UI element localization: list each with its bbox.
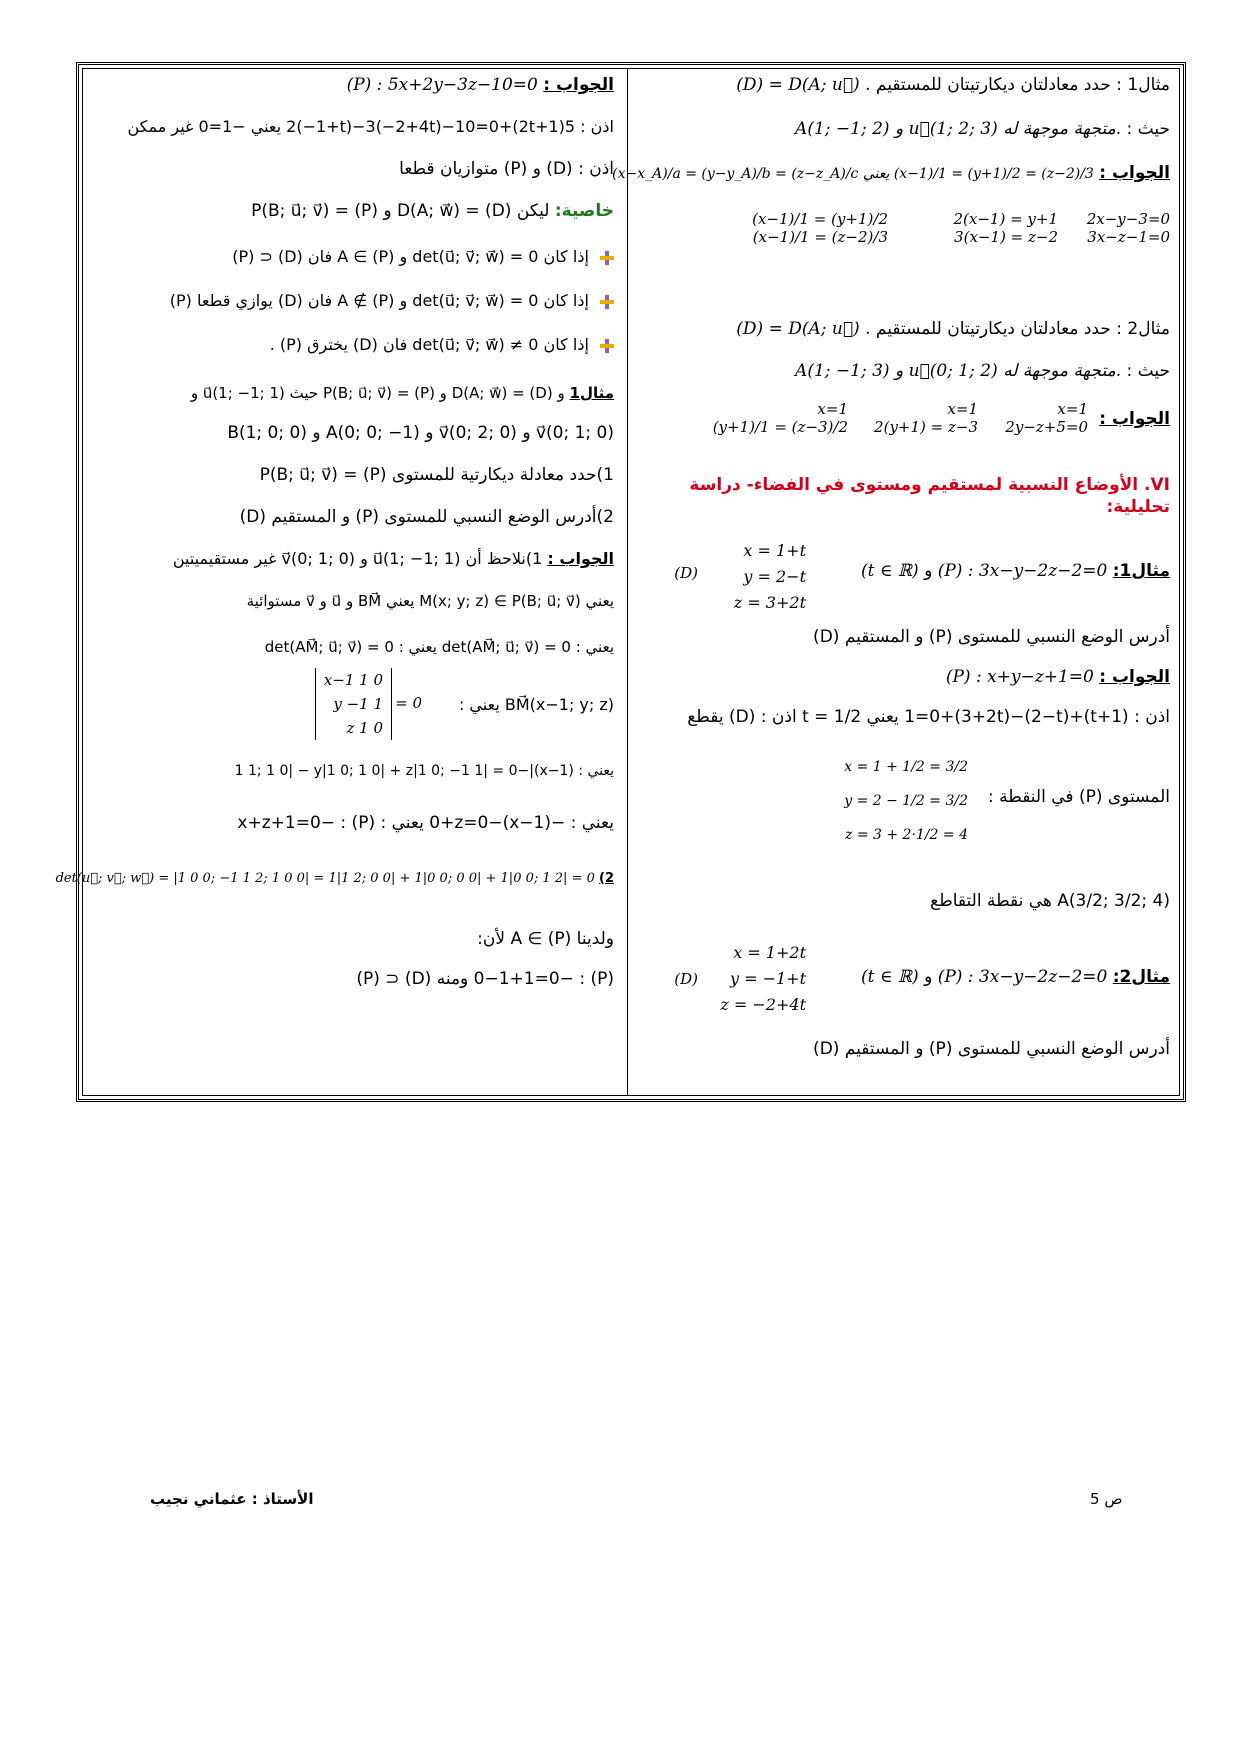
determinant-matrix	[315, 668, 392, 740]
m1-l3: z = 3+2t	[733, 593, 806, 612]
m2-label: مثال2:	[1112, 967, 1170, 987]
example2-sys-a2: (y+1)/1 = (z−3)/2	[712, 418, 848, 436]
example1-sys-line3: 2(x−1) = y+1	[953, 210, 1058, 228]
left-column	[55, 70, 622, 1090]
case2-text: إذا كان det(u⃗; v⃗; w⃗) = 0 و A ∉ (P) فان (D) يوازي قطعا (P)	[169, 291, 589, 310]
m2-l2: y = −1+t	[729, 969, 806, 988]
m1-answer-label: الجواب :	[1099, 667, 1170, 687]
m1-p3: z = 3 + 2·1/2 = 4	[845, 827, 968, 843]
m2-and: و	[924, 967, 933, 987]
det-row1: x−1 1 0	[323, 671, 383, 689]
example1-answer	[612, 162, 1170, 185]
m1-answer-eq: (P) : x+y−z+1=0	[945, 667, 1094, 687]
m1-p1: x = 1 + 1/2 = 3/2	[844, 759, 968, 775]
answer4: BM⃗(x−1; y; z) يعني :	[458, 695, 614, 714]
example1-sys-line2: (x−1)/1 = (z−2)/3	[752, 228, 888, 246]
m1-intersection: A(3/2; 3/2; 4) هي نقطة التقاطع	[930, 891, 1170, 911]
example2-sys-c2: 2y−z+5=0	[1005, 418, 1088, 436]
example1-given-text: A(1; −1; 2) و u⃗(1; 2; 3) متجهة موجهة له.	[795, 119, 1122, 139]
example2-sys-b1: x=1	[947, 400, 978, 418]
answer9: (P) : −0−1+1=0 ومنه (D) ⊂ (P)	[356, 969, 614, 989]
example2-line-def: (D) = D(A; u⃗) .	[736, 319, 871, 339]
answer1	[173, 548, 614, 570]
example1-sys-line1: (x−1)/1 = (y+1)/2	[752, 210, 888, 228]
example1-title	[736, 74, 1170, 96]
answer6: يعني : −(x−1)−0+z=0 يعني : (P) : −x+z+1=0	[237, 813, 614, 833]
case3	[270, 334, 614, 356]
example2-given-text: A(1; −1; 3) و u⃗(0; 1; 2) متجهة موجهة له.	[795, 361, 1122, 381]
page-number: ص 5	[1090, 1490, 1123, 1508]
example1-sys-line5: 2x−y−3=0	[1086, 210, 1170, 228]
answer2: يعني M(x; y; z) ∈ P(B; u⃗; v⃗) يعني BM⃗ و u⃗ و v⃗ مستوائية	[246, 592, 614, 610]
answer1-text: 1)نلاحظ أن u⃗(1; −1; 1) و v⃗(0; 1; 0) غير مستقيميتين	[172, 549, 543, 568]
example1-answer-label: الجواب :	[1099, 163, 1170, 183]
question2: 2)أدرس الوضع النسبي للمستوى (P) و المستقيم (D)	[239, 507, 614, 527]
m2-header	[861, 966, 1170, 988]
example1-title-text: مثال1 : حدد معادلتان ديكارتيتان للمستقيم	[875, 75, 1170, 95]
example2-where: حيث :	[1126, 361, 1170, 381]
left-answer	[347, 74, 614, 96]
left-line2: اذن : 5(1+2t)+2(−1+t)−3(−2+4t)−10=0 يعني −1=0 غير ممكن	[127, 117, 614, 136]
property	[251, 200, 614, 222]
answer8: ولدينا A ∈ (P) لأن:	[477, 929, 614, 949]
example2-system-c	[1005, 400, 1088, 436]
example1-system-a	[752, 210, 888, 246]
example1-line-def: (D) = D(A; u⃗) .	[736, 75, 871, 95]
m2-line-system	[720, 940, 806, 1018]
author: الأستاذ : عثماني نجيب	[150, 1490, 314, 1508]
m1-point-system	[844, 750, 968, 852]
example1-given	[795, 118, 1170, 140]
left-example-line1: و (D) = D(A; w⃗) و (P) = P(B; u⃗; v⃗) حيث u⃗(1; −1; 1) و	[190, 384, 565, 402]
left-example-line2: v⃗(0; 1; 0) و v⃗(0; 2; 0) و A(0; 0; −1) و B(1; 0; 0)	[227, 423, 614, 443]
m1-question: أدرس الوضع النسبي للمستوى (P) و المستقيم (D)	[813, 627, 1170, 647]
example1-sys-line4: 3(x−1) = z−2	[954, 228, 1058, 246]
example2-given	[795, 360, 1170, 382]
answer1-label: الجواب :	[547, 549, 614, 568]
m1-plane: (P) : 3x−y−2z−2=0	[937, 561, 1108, 581]
section-6-heading: VI. الأوضاع النسبية لمستقيم ومستوى في الفضاء- دراسة تحليلية:	[689, 475, 1170, 517]
question1: 1)حدد معادلة ديكارتية للمستوى (P) = P(B; u⃗; v⃗)	[259, 465, 614, 485]
example2-sys-c1: x=1	[1057, 400, 1088, 418]
det-row3: z 1 0	[346, 719, 383, 737]
m2-l1: x = 1+2t	[733, 943, 806, 962]
answer7-text: det(u⃗; v⃗; w⃗) = |1 0 0; −1 1 2; 1 0 0| = 1|1 2; 0 0| + 1|0 0; 0 0| + 1|0 0; 1 2| = 0	[55, 871, 595, 886]
bullet-icon	[600, 251, 614, 265]
bullet-icon	[600, 339, 614, 353]
property-text: ليكن (D) = D(A; w⃗) و (P) = P(B; u⃗; v⃗)	[251, 201, 550, 221]
left-example	[191, 382, 614, 404]
m1-line-system	[734, 538, 806, 616]
m1-then: اذن : (1+t)+(2−t)−(3+2t)+1=0 يعني t = 1/2 اذن : (D) يقطع	[687, 707, 1170, 727]
example2-sys-b2: 2(y+1) = z−3	[874, 418, 978, 436]
m1-D-label: (D)	[674, 564, 698, 582]
m1-p2: y = 2 − 1/2 = 3/2	[844, 793, 968, 809]
example2-title-text: مثال2 : حدد معادلتان ديكارتيتان للمستقيم	[875, 319, 1170, 339]
example2-system-a	[713, 400, 848, 436]
m1-and: و	[924, 561, 933, 581]
example1-system-b	[953, 210, 1058, 246]
example2-system-b	[874, 400, 978, 436]
case1	[232, 246, 614, 268]
left-example-label: مثال1	[569, 384, 614, 402]
m1-header	[861, 560, 1170, 582]
m1-label: مثال1:	[1112, 561, 1170, 581]
property-label: خاصية:	[554, 201, 614, 221]
left-answer-label: الجواب :	[543, 75, 614, 95]
answer3: يعني : det(AM⃗; u⃗; v⃗) = 0 يعني : det(AM⃗; u⃗; v⃗) = 0	[264, 638, 614, 656]
example1-system-c	[1087, 210, 1170, 246]
m2-t: (t ∈ ℝ)	[861, 967, 919, 987]
m1-plane-at: المستوى (P) في النقطة :	[988, 787, 1170, 807]
m1-l1: x = 1+t	[743, 541, 806, 560]
example1-where: حيث :	[1126, 119, 1170, 139]
m2-l3: z = −2+4t	[720, 995, 806, 1014]
m2-D-label: (D)	[674, 970, 698, 988]
example1-sys-line6: 3x−z−1=0	[1087, 228, 1170, 246]
example2-answer-label: الجواب :	[1099, 409, 1170, 429]
left-line3: اذن : (D) و (P) متوازيان قطعا	[399, 159, 614, 179]
answer7-label: 2)	[599, 871, 614, 886]
example2-title	[736, 318, 1170, 340]
answer5: يعني : (x−1)|−1 1; 1 0| − y|1 0; 1 0| + z|1 0; −1 1| = 0	[234, 763, 614, 779]
m2-question: أدرس الوضع النسبي للمستوى (P) و المستقيم (D)	[813, 1039, 1170, 1059]
m1-l2: y = 2−t	[743, 567, 806, 586]
example1-answer-eq: (x−x_A)/a = (y−y_A)/b = (z−z_A)/c يعني (x−1)/1 = (y+1)/2 = (z−2)/3	[612, 166, 1094, 182]
example2-sys-a1: x=1	[817, 400, 848, 418]
det-equals: = 0	[395, 694, 422, 712]
det-row2: y −1 1	[333, 695, 383, 713]
case3-text: إذا كان det(u⃗; v⃗; w⃗) ≠ 0 فان (D) يخترق (P) .	[269, 335, 589, 354]
case2	[170, 290, 614, 312]
left-answer-eq: (P) : 5x+2y−3z−10=0	[346, 75, 538, 95]
case1-text: إذا كان det(u⃗; v⃗; w⃗) = 0 و A ∈ (P) فان (D) ⊂ (P)	[232, 247, 589, 266]
answer7	[56, 868, 614, 890]
m1-answer	[946, 666, 1170, 688]
right-column	[612, 70, 1178, 1090]
example2-answer	[1099, 408, 1170, 430]
column-divider	[627, 68, 628, 1096]
bullet-icon	[600, 295, 614, 309]
m1-t: (t ∈ ℝ)	[861, 561, 919, 581]
m2-plane: (P) : 3x−y−2z−2=0	[937, 967, 1108, 987]
